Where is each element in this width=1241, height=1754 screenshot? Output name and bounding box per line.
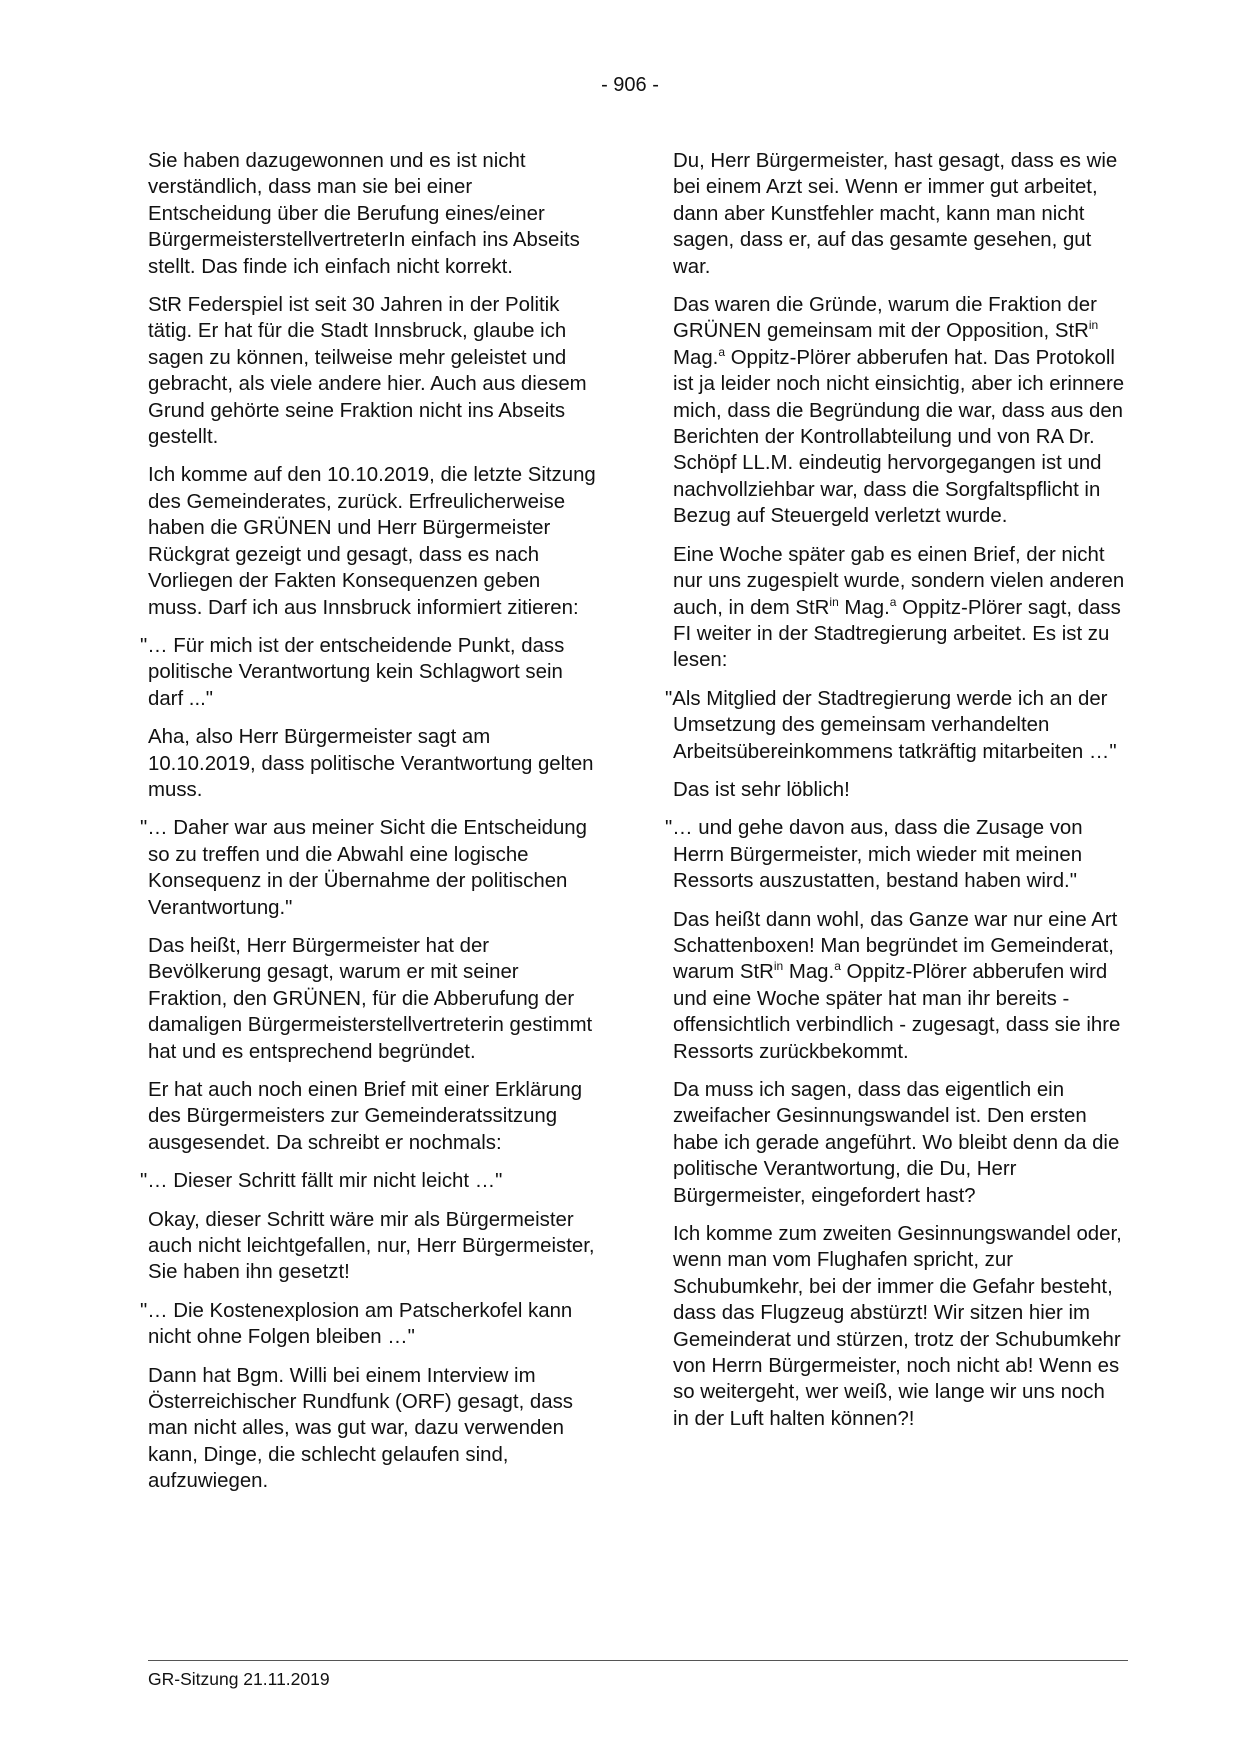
quote-paragraph: "… und gehe davon aus, dass die Zusage von Herrn Bürgermeister, mich wieder mit meinen Ressorts auszustatten, bestand haben wird." xyxy=(665,817,1083,893)
quote-paragraph: "Als Mitglied der Stadtregierung werde ich an der Umsetzung des gemeinsam verhandelten Arbeitsübereinkommens tatkräftig mitarbeiten …" xyxy=(665,687,1117,763)
page-number: - 906 - xyxy=(601,74,659,96)
left-column xyxy=(140,148,600,1507)
quote-paragraph: "… Die Kostenexplosion am Patscherkofel kann nicht ohne Folgen bleiben …" xyxy=(140,1299,573,1349)
quote-paragraph: "… Daher war aus meiner Sicht die Entscheidung so zu treffen und die Abwahl eine logische Konsequenz in der Übernahme der politischen Verantwortung." xyxy=(140,817,587,919)
paragraph: Das waren die Gründe, warum die Fraktion der GRÜNEN gemeinsam mit der Opposition, StR$^{in}$ Mag.$^a$ Oppitz-Plörer abberufen hat. Das Protokoll ist ja leider noch nicht einsichtig, aber ich erinnere mich, dass die Begründung die war, dass aus den Berichten der Kontrollabteilung und von RA Dr. Schöpf LL.M. eindeutig hervorgegangen ist und nachvollziehbar war, dass die Sorgfaltspflicht in Bezug auf Steuergeld verletzt wurde. xyxy=(673,294,1125,528)
paragraph: Er hat auch noch einen Brief mit einer Erklärung des Bürgermeisters zur Gemeinderatssitzung ausgesendet. Da schreibt er nochmals: xyxy=(148,1079,583,1154)
paragraph: Ich komme zum zweiten Gesinnungswandel oder, wenn man vom Flughafen spricht, zur Schubumkehr, bei der immer die Gefahr besteht, dass das Flugzeug abstürzt! Wir sitzen hier im Gemeinderat und stürzen, trotz der Schubumkehr von Herrn Bürgermeister, noch nicht ab! Wenn es so weitergeht, wer weiß, wie lange wir uns noch in der Luft halten können?! xyxy=(673,1223,1122,1430)
paragraph: Ich komme auf den 10.10.2019, die letzte Sitzung des Gemeinderates, zurück. Erfreulicherweise haben die GRÜNEN und Herr Bürgermeister Rückgrat gezeigt und gesagt, dass es nach Vorliegen der Fakten Konsequenzen geben muss. Darf ich aus Innsbruck informiert zitieren: xyxy=(148,464,596,619)
paragraph: Da muss ich sagen, dass das eigentlich ein zweifacher Gesinnungswandel ist. Den ersten habe ich gerade angeführt. Wo bleibt denn da die politische Verantwortung, die Du, Herr Bürgermeister, eingefordert hast? xyxy=(673,1079,1120,1207)
paragraph: Dann hat Bgm. Willi bei einem Interview im Österreichischer Rundfunk (ORF) gesagt, dass man nicht alles, was gut war, dazu verwenden kann, Dinge, die schlecht gelaufen sind, aufzuwiegen. xyxy=(148,1364,573,1493)
paragraph: Eine Woche später gab es einen Brief, der nicht nur uns zugespielt wurde, sondern vielen anderen auch, in dem StR$^{in}$ Mag.$^a$ Oppitz-Plörer sagt, dass FI weiter in der Stadtregierung arbeitet. Es ist zu lesen: xyxy=(673,543,1125,672)
paragraph: Das heißt dann wohl, das Ganze war nur eine Art Schattenboxen! Man begründet im Gemeinderat, warum StR$^{in}$ Mag.$^a$ Oppitz-Plörer abberufen wird und eine Woche später hat man ihr bereits - offensichtlich verbindlich - zugesagt, dass sie ihre Ressorts zurückbekommt. xyxy=(673,908,1121,1063)
footer-divider xyxy=(148,1660,1128,1661)
paragraph: Das heißt, Herr Bürgermeister hat der Bevölkerung gesagt, warum er mit seiner Fraktion, den GRÜNEN, für die Abberufung der damaligen Bürgermeisterstellvertreterin gestimmt hat und es entsprechend begründet. xyxy=(148,934,593,1063)
right-column xyxy=(665,148,1125,1444)
paragraph: Okay, dieser Schritt wäre mir als Bürgermeister auch nicht leichtgefallen, nur, Herr Bürgermeister, Sie haben ihn gesetzt! xyxy=(148,1208,595,1284)
quote-paragraph: "… Für mich ist der entscheidende Punkt, dass politische Verantwortung kein Schlagwort sein darf ..." xyxy=(140,634,565,710)
footer-text: GR-Sitzung 21.11.2019 xyxy=(148,1669,330,1689)
quote-paragraph: "… Dieser Schritt fällt mir nicht leicht …" xyxy=(140,1170,503,1193)
paragraph: Du, Herr Bürgermeister, hast gesagt, dass es wie bei einem Arzt sei. Wenn er immer gut arbeitet, dann aber Kunstfehler macht, kann man nicht sagen, dass er, auf das gesamte gesehen, gut war. xyxy=(673,150,1118,278)
paragraph: Sie haben dazugewonnen und es ist nicht verständlich, dass man sie bei einer Entscheidung über die Berufung eines/einer BürgermeisterstellvertreterIn einfach ins Abseits stellt. Das finde ich einfach nicht korrekt. xyxy=(148,150,580,278)
paragraph: Aha, also Herr Bürgermeister sagt am 10.10.2019, dass politische Verantwortung gelten muss. xyxy=(148,726,594,801)
paragraph: StR Federspiel ist seit 30 Jahren in der Politik tätig. Er hat für die Stadt Innsbruck, glaube ich sagen zu können, teilweise mehr geleistet und gebracht, als viele andere hier. Auch aus diesem Grund gehörte seine Fraktion nicht ins Abseits gestellt. xyxy=(148,294,587,449)
paragraph: Das ist sehr löblich! xyxy=(673,778,850,801)
